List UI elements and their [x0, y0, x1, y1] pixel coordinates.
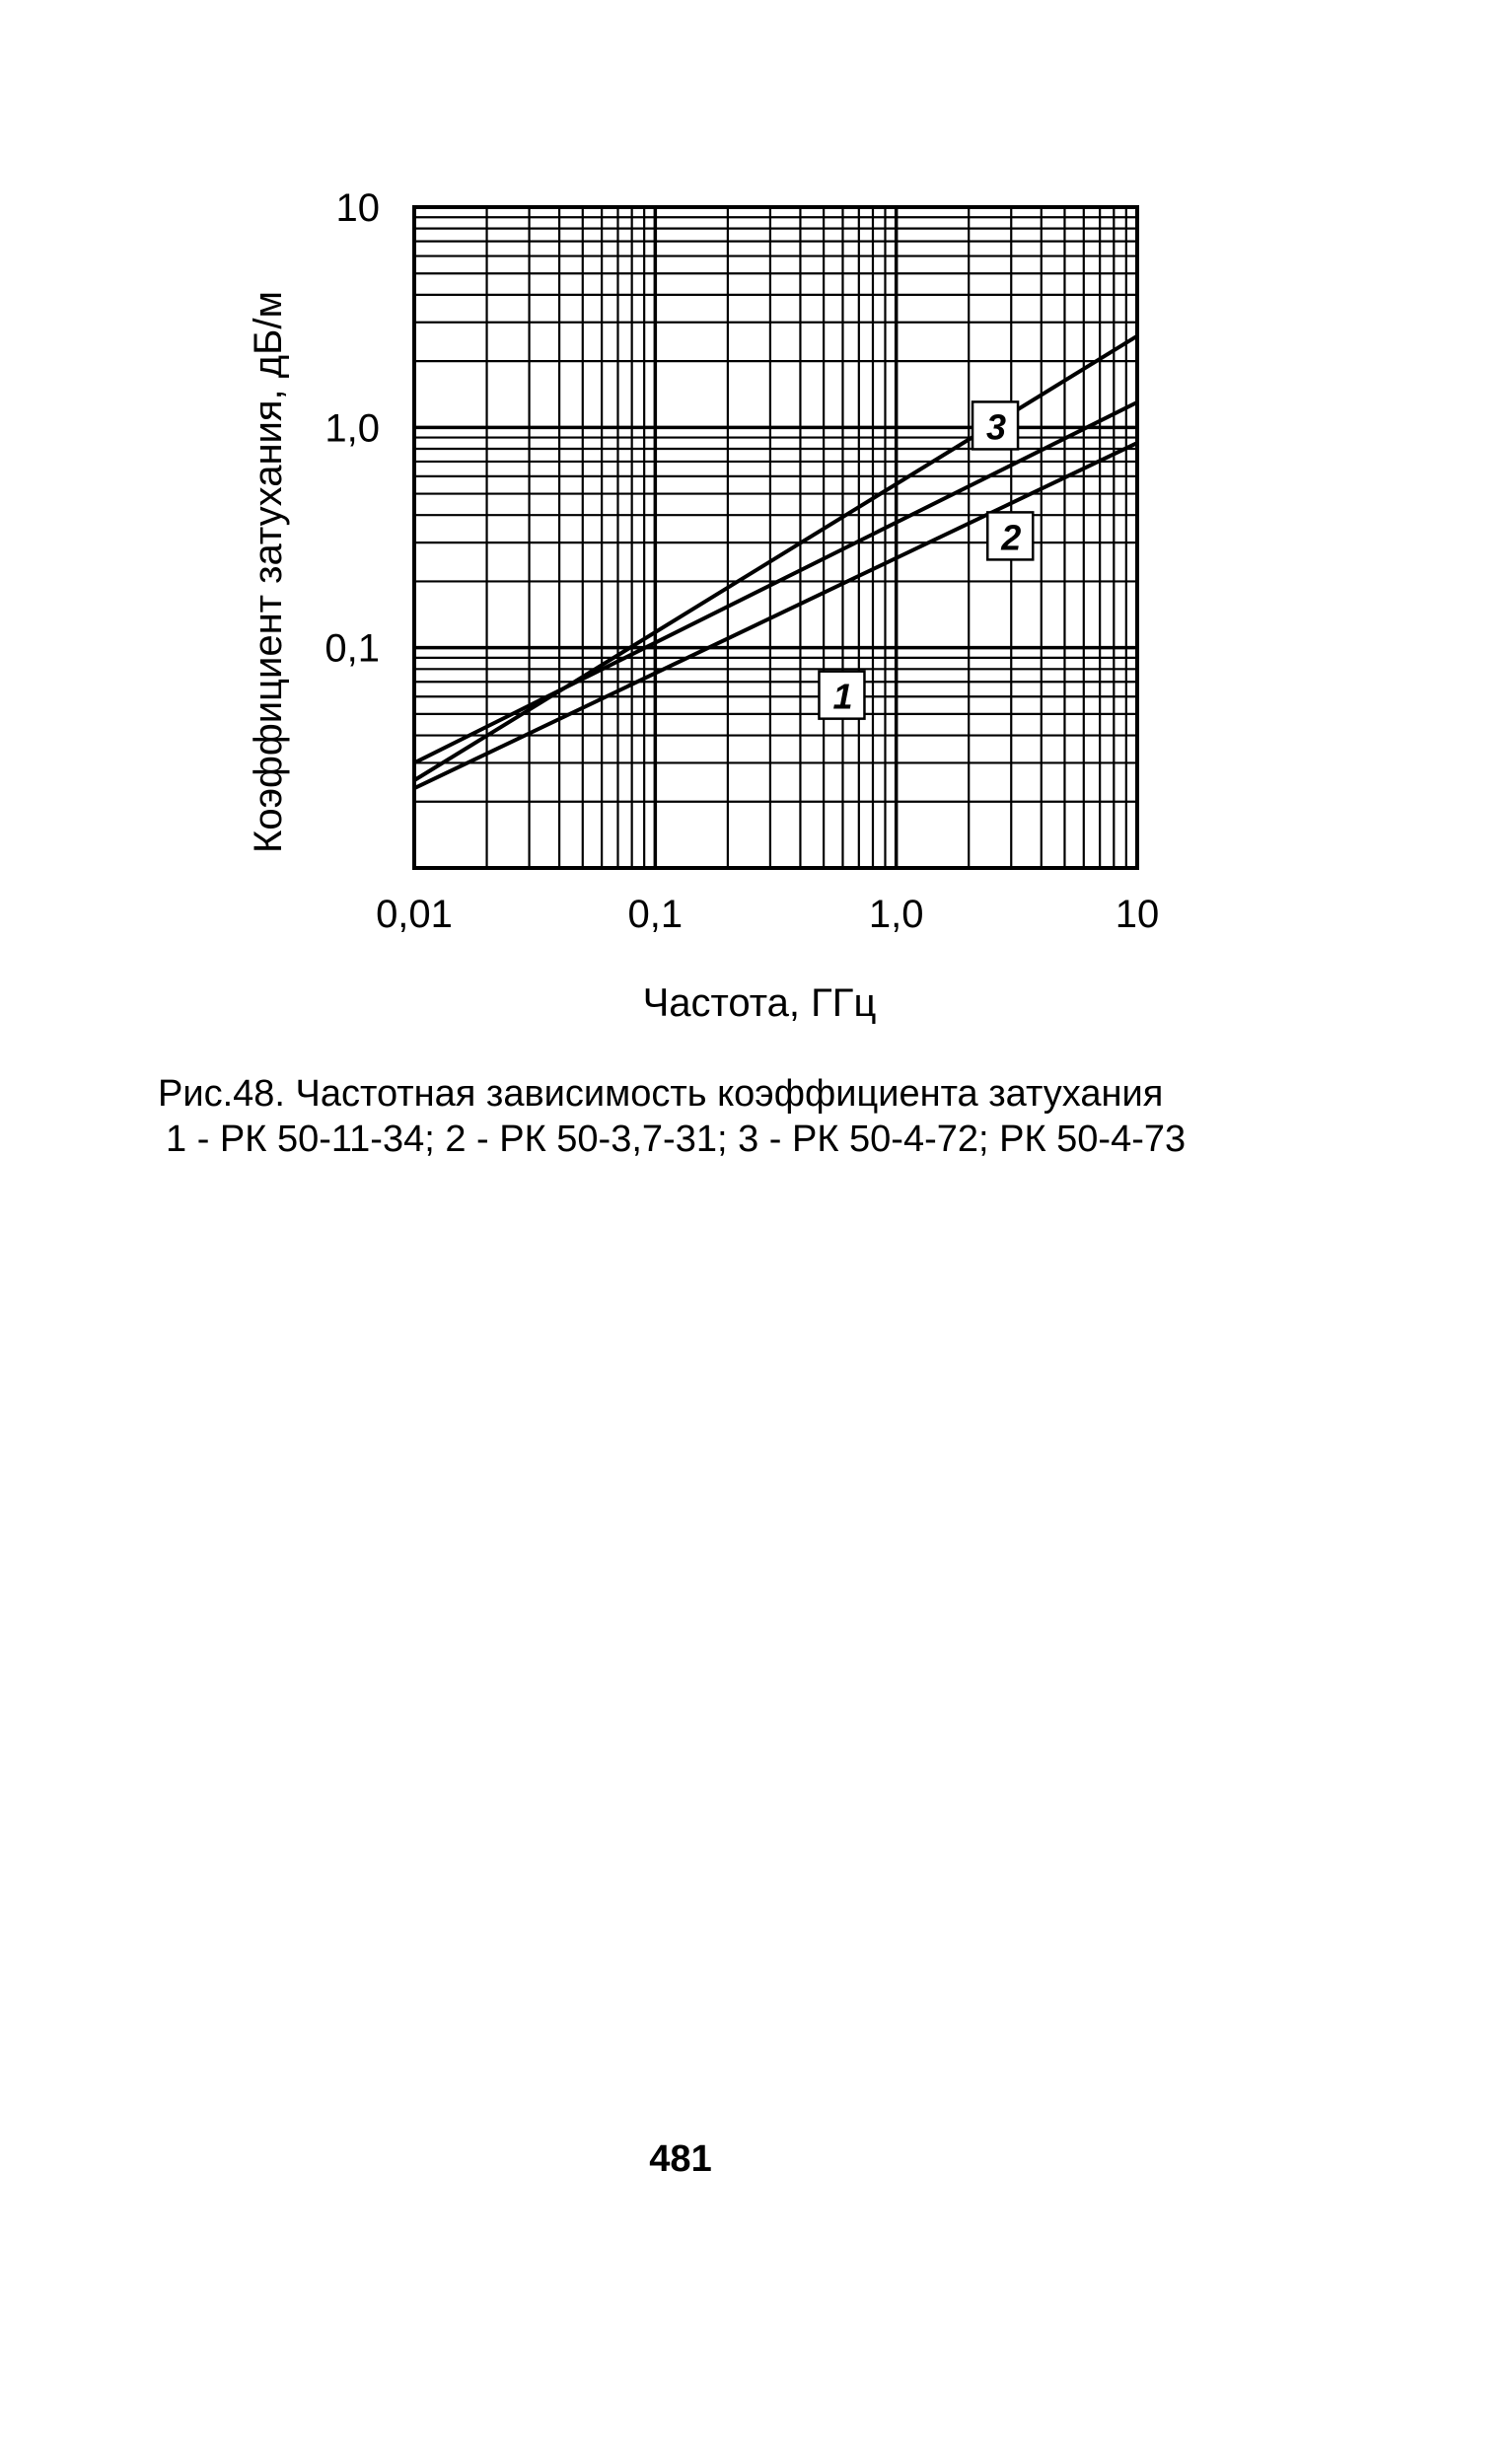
- figure-caption: [158, 1071, 1391, 1162]
- attenuation-chart: [0, 0, 1512, 1046]
- x-axis-title: Частота, ГГц: [642, 981, 877, 1025]
- y-tick-label: 10: [335, 186, 380, 230]
- page-number: 481: [649, 2138, 712, 2180]
- callout-label-1: 1: [832, 676, 853, 717]
- x-tick-label: 10: [1115, 893, 1160, 936]
- caption-line-1: Рис.48. Частотная зависимость коэффициента затухания: [158, 1073, 1164, 1115]
- y-tick-label: 0,1: [324, 626, 380, 671]
- series-lines: [414, 336, 1137, 789]
- y-tick-label: 1,0: [324, 406, 380, 451]
- series-line-2: [414, 402, 1137, 763]
- x-tick-label: 0,01: [376, 893, 453, 936]
- y-axis-title: Коэффициент затухания, дБ/м: [247, 291, 290, 853]
- callout-label-2: 2: [1001, 517, 1022, 558]
- x-tick-label: 0,1: [627, 893, 684, 936]
- tick-labels: [324, 186, 1159, 936]
- callout-label-3: 3: [986, 406, 1007, 448]
- caption-line-2: 1 - РК 50-11-34; 2 - РК 50-3,7-31; 3 - РК 50-4-72; РК 50-4-73: [166, 1119, 1187, 1160]
- x-tick-label: 1,0: [868, 893, 924, 936]
